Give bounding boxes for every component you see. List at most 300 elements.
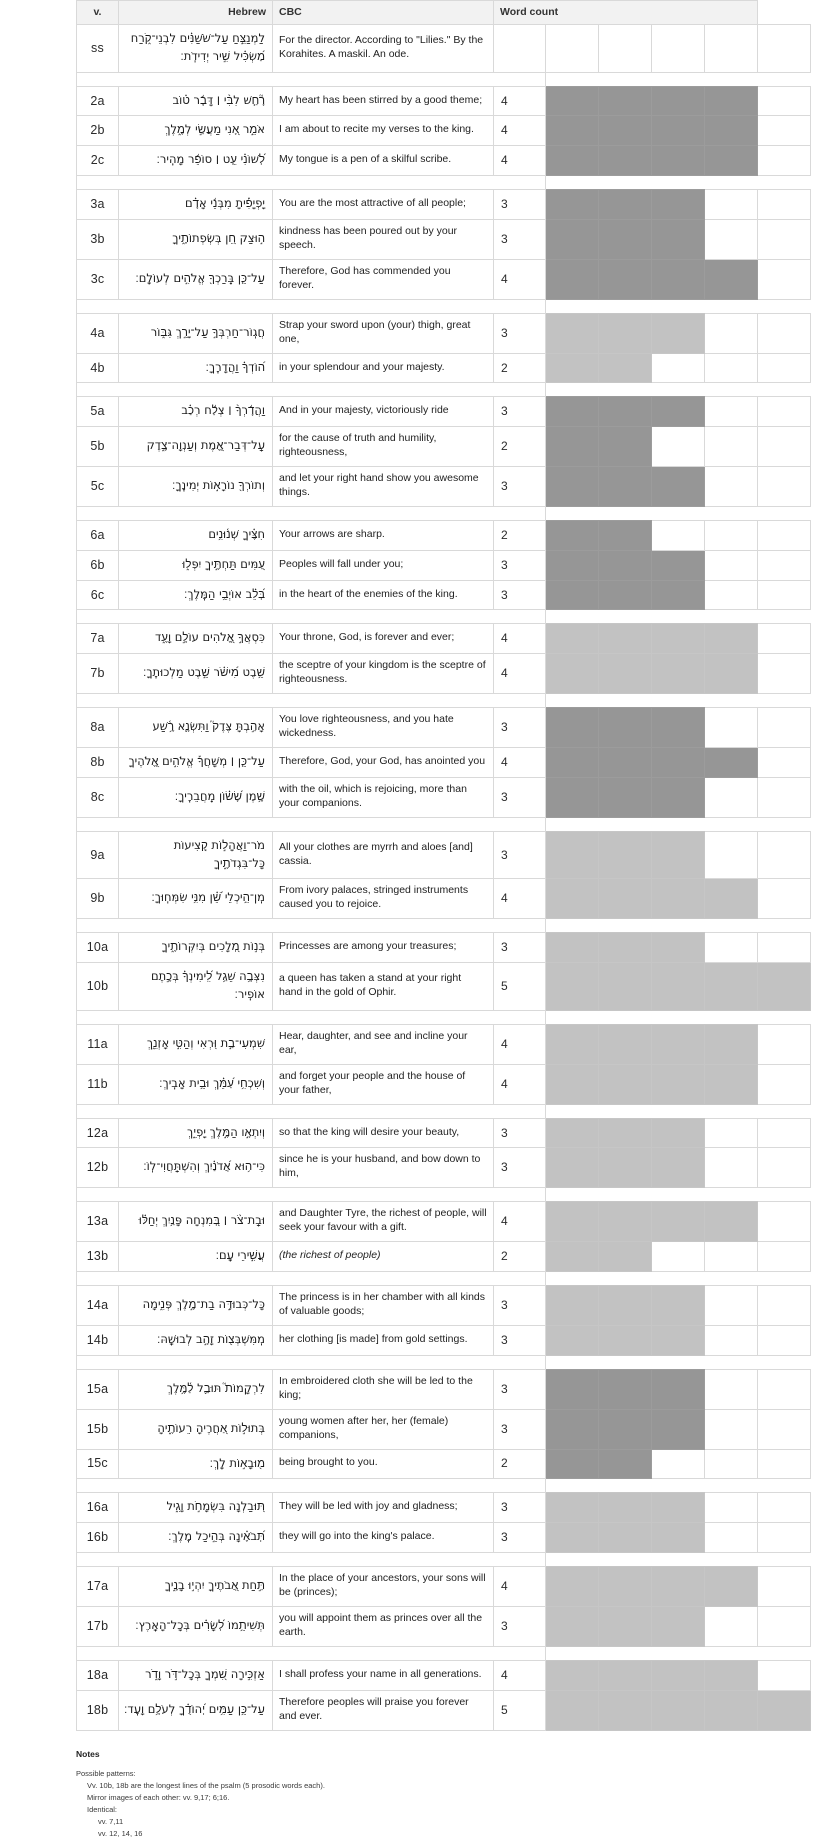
hebrew-text: בְּנ֣וֹת מְ֭לָכִים בְּיִקְּרוֹתֶ֑יךָ <box>119 933 273 963</box>
word-count-value: 3 <box>494 831 546 879</box>
word-count-bar-filled <box>599 1242 652 1272</box>
spacer-bar-cell <box>546 72 811 86</box>
hebrew-text: מִֽן־הֵ֥יכְלֵי שֵׁ֝֗ן מִנִּ֥י שִׂמְּחֽוּךָ׃ <box>119 879 273 919</box>
cbc-translation: For the director. According to "Lilies." By the Korahites. A maskil. An ode. <box>273 25 494 73</box>
table-row <box>77 397 811 427</box>
hebrew-text: אָהַ֣בְתָּ צֶּדֶק֮ וַתִּשְׂנָ֪א רֶ֥֫שַׁע <box>119 708 273 748</box>
spacer-cell <box>77 1646 546 1660</box>
word-count-bar-filled <box>546 146 599 176</box>
word-count-bar-filled <box>705 748 758 778</box>
cbc-translation: Your arrows are sharp. <box>273 521 494 551</box>
word-count-bar-empty <box>758 116 811 146</box>
hebrew-text: וְיִתְאָ֣ו הַמֶּ֣לֶךְ יָפְיֵ֑ךְ <box>119 1118 273 1148</box>
word-count-bar-empty <box>758 1202 811 1242</box>
word-count-bar-filled <box>652 1493 705 1523</box>
spacer-bar-cell <box>546 1188 811 1202</box>
group-spacer-row <box>77 694 811 708</box>
word-count-bar-filled <box>546 1449 599 1479</box>
word-count-bar-filled <box>599 963 652 1011</box>
word-count-bar-filled <box>652 1606 705 1646</box>
table-row <box>77 831 811 879</box>
word-count-bar-empty <box>758 1118 811 1148</box>
word-count-bar-empty <box>705 25 758 73</box>
word-count-bar-empty <box>546 25 599 73</box>
hebrew-text: בְּ֝לֵ֗ב אוֹיְבֵ֥י הַמֶּֽלֶךְ׃ <box>119 580 273 610</box>
word-count-bar-empty <box>758 313 811 353</box>
verse-label: 15c <box>77 1449 119 1479</box>
word-count-bar-empty <box>758 1024 811 1064</box>
table-row <box>77 624 811 654</box>
word-count-bar-empty <box>705 1118 758 1148</box>
word-count-bar-filled <box>546 580 599 610</box>
word-count-bar-empty <box>758 1242 811 1272</box>
word-count-bar-filled <box>546 654 599 694</box>
word-count-bar-filled <box>599 879 652 919</box>
word-count-bar-filled <box>546 748 599 778</box>
word-count-bar-empty <box>758 521 811 551</box>
word-count-bar-filled <box>705 654 758 694</box>
word-count-bar-filled <box>599 708 652 748</box>
word-count-bar-filled <box>546 1242 599 1272</box>
hebrew-text: מֹר־וַאֲהָל֣וֹת קְ֭צִיעוֹת כָּל־בִּגְדֹתֶ֑יךָ <box>119 831 273 879</box>
verse-label: 10a <box>77 933 119 963</box>
spacer-bar-cell <box>546 1272 811 1286</box>
cbc-translation: they will go into the king's palace. <box>273 1523 494 1553</box>
word-count-bar-empty <box>758 748 811 778</box>
cbc-translation: in the heart of the enemies of the king. <box>273 580 494 610</box>
hebrew-text: עַל־כֵּ֥ן עַמִּ֥ים יְ֝הוֹדֻ֗ךָ לְעֹלָ֥ם וָעֶֽד׃ <box>119 1690 273 1730</box>
notes-line: Mirror images of each other: vv. 9,17; 6;16. <box>87 1792 230 1802</box>
word-count-bar-filled <box>652 259 705 299</box>
word-count-bar-empty <box>758 1660 811 1690</box>
word-count-bar-empty <box>758 777 811 817</box>
word-count-bar-filled <box>599 116 652 146</box>
word-count-value: 3 <box>494 219 546 259</box>
word-count-bar-empty <box>705 1242 758 1272</box>
table-row <box>77 353 811 383</box>
word-count-bar-filled <box>705 1064 758 1104</box>
spacer-bar-cell <box>546 1355 811 1369</box>
table-row <box>77 1242 811 1272</box>
word-count-bar-filled <box>599 1567 652 1607</box>
word-count-bar-filled <box>546 831 599 879</box>
hebrew-text: תְּשִׁיתֵ֥מוֹ לְ֝שָׂרִ֗ים בְּכָל־הָאָֽרֶץ׃ <box>119 1606 273 1646</box>
word-count-bar-empty <box>758 831 811 879</box>
word-count-bar-filled <box>652 654 705 694</box>
table-row <box>77 1325 811 1355</box>
word-count-bar-filled <box>546 521 599 551</box>
word-count-bar-filled <box>652 146 705 176</box>
cbc-translation: In the place of your ancestors, your sons will be (princes); <box>273 1567 494 1607</box>
verse-label: 12a <box>77 1118 119 1148</box>
cbc-translation: From ivory palaces, stringed instruments caused you to rejoice. <box>273 879 494 919</box>
verse-label: 2b <box>77 116 119 146</box>
cbc-translation: Strap your sword upon (your) thigh, great one, <box>273 313 494 353</box>
spacer-cell <box>77 1355 546 1369</box>
group-spacer-row <box>77 1553 811 1567</box>
cbc-translation: Therefore peoples will praise you forever and ever. <box>273 1690 494 1730</box>
group-spacer-row <box>77 1646 811 1660</box>
word-count-bar-filled <box>705 1024 758 1064</box>
word-count-bar-filled <box>705 1202 758 1242</box>
word-count-bar-filled <box>546 86 599 116</box>
word-count-bar-filled <box>652 933 705 963</box>
word-count-bar-filled <box>599 521 652 551</box>
table-row <box>77 259 811 299</box>
spacer-cell <box>77 1553 546 1567</box>
word-count-bar-filled <box>546 1325 599 1355</box>
word-count-bar-empty <box>758 1325 811 1355</box>
table-row <box>77 219 811 259</box>
word-count-bar-empty <box>758 219 811 259</box>
group-spacer-row <box>77 299 811 313</box>
word-count-value: 4 <box>494 1024 546 1064</box>
verse-label: 14a <box>77 1286 119 1326</box>
verse-label: 14b <box>77 1325 119 1355</box>
verse-label: 18b <box>77 1690 119 1730</box>
word-count-bar-empty <box>758 397 811 427</box>
word-count-bar-empty <box>758 146 811 176</box>
cbc-translation: Peoples will fall under you; <box>273 550 494 580</box>
word-count-bar-empty <box>652 427 705 467</box>
verse-label: 7b <box>77 654 119 694</box>
word-count-bar-filled <box>652 1523 705 1553</box>
cbc-translation: You are the most attractive of all people; <box>273 190 494 220</box>
word-count-bar-empty <box>705 1493 758 1523</box>
word-count-bar-filled <box>599 1660 652 1690</box>
cbc-translation: kindness has been poured out by your speech. <box>273 219 494 259</box>
word-count-bar-filled <box>599 748 652 778</box>
word-count-bar-filled <box>652 1064 705 1104</box>
table-row <box>77 1690 811 1730</box>
cbc-translation: since he is your husband, and bow down to him, <box>273 1148 494 1188</box>
table-row <box>77 1660 811 1690</box>
hebrew-text: חֲגֽוֹר־חַרְבְּךָ֣ עַל־יָרֵ֣ךְ גִּבּ֑וֹר <box>119 313 273 353</box>
word-count-bar-empty <box>705 219 758 259</box>
word-count-value: 4 <box>494 116 546 146</box>
word-count-bar-filled <box>652 1660 705 1690</box>
word-count-bar-filled <box>599 1286 652 1326</box>
cbc-translation: I am about to recite my verses to the king. <box>273 116 494 146</box>
word-count-bar-empty <box>705 397 758 427</box>
spacer-bar-cell <box>546 817 811 831</box>
word-count-bar-empty <box>758 25 811 73</box>
word-count-bar-filled <box>652 190 705 220</box>
word-count-bar-empty <box>758 933 811 963</box>
word-count-value: 3 <box>494 313 546 353</box>
word-count-bar-filled <box>599 397 652 427</box>
verse-label: 8b <box>77 748 119 778</box>
table-row <box>77 313 811 353</box>
word-count-bar-filled <box>652 1325 705 1355</box>
word-count-bar-filled <box>546 219 599 259</box>
word-count-bar-filled <box>599 1493 652 1523</box>
word-count-value: 3 <box>494 1606 546 1646</box>
hebrew-text: וּבַֽת־צֹ֨ר ׀ בְּ֭מִנְחָה פָּנַ֥יִךְ יְחַלּ֗וּ <box>119 1202 273 1242</box>
verse-label: 3c <box>77 259 119 299</box>
word-count-bar-empty <box>758 259 811 299</box>
word-count-bar-filled <box>546 427 599 467</box>
word-count-bar-empty <box>758 1148 811 1188</box>
word-count-bar-filled <box>599 654 652 694</box>
word-count-bar-filled <box>652 1024 705 1064</box>
word-count-value: 4 <box>494 146 546 176</box>
word-count-bar-filled <box>599 313 652 353</box>
word-count-bar-filled <box>599 1148 652 1188</box>
verse-label: 17a <box>77 1567 119 1607</box>
hebrew-text: ה֣וּצַק חֵ֭ן בְּשְׂפְתוֹתֶ֑יךָ <box>119 219 273 259</box>
spacer-bar-cell <box>546 1104 811 1118</box>
word-count-bar-filled <box>546 624 599 654</box>
spacer-cell <box>77 176 546 190</box>
spacer-cell <box>77 1104 546 1118</box>
hebrew-text: לְ֝שׁוֹנִ֗י עֵ֤ט ׀ סוֹפֵ֬ר מָהִֽיר׃ <box>119 146 273 176</box>
table-row <box>77 963 811 1011</box>
word-count-bar-empty <box>758 1409 811 1449</box>
table-row <box>77 1409 811 1449</box>
word-count-value: 4 <box>494 1567 546 1607</box>
psalm-prosody-table <box>76 0 811 1731</box>
table-row <box>77 708 811 748</box>
word-count-bar-empty <box>705 190 758 220</box>
word-count-bar-empty <box>758 1286 811 1326</box>
word-count-bar-filled <box>705 1690 758 1730</box>
word-count-bar-filled <box>652 624 705 654</box>
word-count-bar-empty <box>705 1449 758 1479</box>
spacer-cell <box>77 383 546 397</box>
cbc-translation: My heart has been stirred by a good theme; <box>273 86 494 116</box>
table-row <box>77 1567 811 1607</box>
hebrew-text: אַזְכִּ֣ירָה שִׁ֭מְךָ בְּכָל־דֹּ֣ר וָדֹ֑ר <box>119 1660 273 1690</box>
table-row <box>77 1064 811 1104</box>
word-count-bar-filled <box>652 116 705 146</box>
spacer-cell <box>77 507 546 521</box>
word-count-bar-filled <box>652 748 705 778</box>
header-hebrew: Hebrew <box>119 1 273 25</box>
cbc-translation: They will be led with joy and gladness; <box>273 1493 494 1523</box>
spacer-bar-cell <box>546 1646 811 1660</box>
word-count-bar-filled <box>758 1690 811 1730</box>
word-count-bar-empty <box>705 777 758 817</box>
verse-label: 4a <box>77 313 119 353</box>
spacer-bar-cell <box>546 1479 811 1493</box>
table-row <box>77 580 811 610</box>
spacer-cell <box>77 1188 546 1202</box>
word-count-bar-empty <box>758 467 811 507</box>
spacer-cell <box>77 1272 546 1286</box>
word-count-bar-empty <box>652 1242 705 1272</box>
table-row <box>77 427 811 467</box>
cbc-translation: for the cause of truth and humility, righteousness, <box>273 427 494 467</box>
spacer-cell <box>77 299 546 313</box>
word-count-bar-filled <box>599 467 652 507</box>
word-count-bar-filled <box>546 1493 599 1523</box>
word-count-bar-filled <box>546 397 599 427</box>
hebrew-text: וַהֲדָ֬רְךָ֨ ׀ צְלַ֬ח רְכַ֗ב <box>119 397 273 427</box>
notes-line: vv. 12, 14, 16 <box>98 1829 143 1839</box>
hebrew-text: תַּ֣חַת אֲ֭בֹתֶיךָ יִהְי֣וּ בָנֶ֑יךָ <box>119 1567 273 1607</box>
word-count-bar-filled <box>599 933 652 963</box>
word-count-bar-empty <box>758 1523 811 1553</box>
word-count-bar-filled <box>546 313 599 353</box>
spacer-cell <box>77 1010 546 1024</box>
table-row <box>77 1286 811 1326</box>
cbc-translation-italic: (the richest of people) <box>279 1249 381 1262</box>
spacer-bar-cell <box>546 694 811 708</box>
cbc-translation: In embroidered cloth she will be led to the king; <box>273 1369 494 1409</box>
verse-label: 17b <box>77 1606 119 1646</box>
hebrew-text: עֲשִׁ֣ירֵי עָֽם׃ <box>119 1242 273 1272</box>
hebrew-text: כִּי־ה֥וּא אֲ֝דֹנַ֗יִךְ וְהִשְׁתַּֽחֲוִי־לֽוֹ׃ <box>119 1148 273 1188</box>
hebrew-text: עַ֭מִּים תַּחְתֶּ֣יךָ יִפְּל֑וּ <box>119 550 273 580</box>
table-row <box>77 146 811 176</box>
word-count-bar-empty <box>758 190 811 220</box>
word-count-bar-filled <box>705 624 758 654</box>
table-row <box>77 467 811 507</box>
verse-label: 11a <box>77 1024 119 1064</box>
verse-label: 7a <box>77 624 119 654</box>
hebrew-text: לַמְנַצֵּ֣חַ עַל־שֹׁשַׁנִּ֗ים לִבְנֵי־קֹ֑רַח מַ֝שְׂכִּ֗יל שִׁ֣יר יְדִידֹֽת׃ <box>119 25 273 73</box>
table-header <box>77 1 811 25</box>
word-count-value: 3 <box>494 1523 546 1553</box>
hebrew-text: וְשִׁכְחִ֥י עַ֝מֵּ֗ךְ וּבֵ֥ית אָבִֽיךְ׃ <box>119 1064 273 1104</box>
table-row <box>77 933 811 963</box>
group-spacer-row <box>77 1104 811 1118</box>
hebrew-text: ה֝וֹדְךָ֗ וַהֲדָרֶֽךָ׃ <box>119 353 273 383</box>
cbc-translation: You love righteousness, and you hate wickedness. <box>273 708 494 748</box>
word-count-bar-empty <box>705 353 758 383</box>
word-count-bar-filled <box>705 86 758 116</box>
word-count-value: 3 <box>494 397 546 427</box>
word-count-bar-empty <box>652 521 705 551</box>
cbc-translation: Therefore, God has commended you forever. <box>273 259 494 299</box>
group-spacer-row <box>77 1355 811 1369</box>
verse-label: 2c <box>77 146 119 176</box>
word-count-bar-empty <box>758 879 811 919</box>
table-row <box>77 748 811 778</box>
word-count-bar-empty <box>758 1369 811 1409</box>
cbc-translation: Princesses are among your treasures; <box>273 933 494 963</box>
word-count-value: 4 <box>494 259 546 299</box>
verse-label: 13b <box>77 1242 119 1272</box>
hebrew-text: תּ֭וּבַלְנָה בִּשְׂמָחֹ֣ת וָגִ֑יל <box>119 1493 273 1523</box>
table-row <box>77 116 811 146</box>
word-count-bar-empty <box>758 550 811 580</box>
verse-label: 18a <box>77 1660 119 1690</box>
word-count-bar-filled <box>599 1202 652 1242</box>
spacer-bar-cell <box>546 383 811 397</box>
word-count-value: 4 <box>494 654 546 694</box>
word-count-bar-empty <box>758 1493 811 1523</box>
word-count-bar-empty <box>758 1567 811 1607</box>
word-count-bar-filled <box>599 1606 652 1646</box>
word-count-bar-filled <box>652 777 705 817</box>
word-count-bar-filled <box>546 933 599 963</box>
word-count-bar-filled <box>652 467 705 507</box>
hebrew-text: שִׁמְעִי־בַ֣ת וּ֭רְאִי וְהַטִּ֣י אָזְנֵ֑ךְ <box>119 1024 273 1064</box>
word-count-bar-filled <box>599 353 652 383</box>
word-count-value: 2 <box>494 427 546 467</box>
verse-label: 5c <box>77 467 119 507</box>
verse-label: 16a <box>77 1493 119 1523</box>
cbc-translation: in your splendour and your majesty. <box>273 353 494 383</box>
table-row <box>77 1449 811 1479</box>
word-count-bar-filled <box>546 963 599 1011</box>
word-count-value: 4 <box>494 86 546 116</box>
word-count-value: 3 <box>494 190 546 220</box>
cbc-translation: Your throne, God, is forever and ever; <box>273 624 494 654</box>
group-spacer-row <box>77 817 811 831</box>
hebrew-text: לִרְקָמוֹת֮ תּוּבַ֪ל לַ֫מֶּ֥לֶךְ <box>119 1369 273 1409</box>
word-count-value: 2 <box>494 1449 546 1479</box>
verse-label: 13a <box>77 1202 119 1242</box>
hebrew-text: אֹמֵ֣ר אָ֭נִי מַעֲשַׂ֣י לְמֶ֑לֶךְ <box>119 116 273 146</box>
word-count-bar-filled <box>652 1567 705 1607</box>
notes-line: Possible patterns: <box>76 1768 136 1778</box>
table-row <box>77 1369 811 1409</box>
word-count-bar-filled <box>546 259 599 299</box>
word-count-bar-filled <box>705 879 758 919</box>
word-count-value: 3 <box>494 1325 546 1355</box>
table-row <box>77 25 811 73</box>
verse-label: 6a <box>77 521 119 551</box>
word-count-bar-filled <box>652 580 705 610</box>
word-count-bar-filled <box>758 963 811 1011</box>
notes-body <box>76 1768 776 1840</box>
word-count-bar-empty <box>758 580 811 610</box>
word-count-value: 5 <box>494 1690 546 1730</box>
word-count-bar-filled <box>599 219 652 259</box>
word-count-bar-empty <box>758 708 811 748</box>
word-count-value: 4 <box>494 1202 546 1242</box>
word-count-bar-filled <box>546 879 599 919</box>
notes-line: Vv. 10b, 18b are the longest lines of the psalm (5 prosodic words each). <box>87 1780 325 1790</box>
verse-label: 8a <box>77 708 119 748</box>
spacer-bar-cell <box>546 1010 811 1024</box>
word-count-bar-filled <box>705 963 758 1011</box>
verse-label: 6b <box>77 550 119 580</box>
cbc-translation: young women after her, her (female) companions, <box>273 1409 494 1449</box>
word-count-value: 3 <box>494 1493 546 1523</box>
word-count-bar-empty <box>705 467 758 507</box>
verse-label: 5b <box>77 427 119 467</box>
word-count-bar-filled <box>599 1369 652 1409</box>
word-count-value: 3 <box>494 550 546 580</box>
spacer-bar-cell <box>546 176 811 190</box>
word-count-bar-filled <box>599 427 652 467</box>
spacer-cell <box>77 610 546 624</box>
word-count-bar-filled <box>652 831 705 879</box>
word-count-bar-filled <box>599 777 652 817</box>
word-count-bar-filled <box>705 1660 758 1690</box>
group-spacer-row <box>77 1188 811 1202</box>
hebrew-text: מִֽמִּשְׁבְּצ֖וֹת זָהָ֣ב לְבוּשָֽׁהּ׃ <box>119 1325 273 1355</box>
word-count-value <box>494 25 546 73</box>
word-count-bar-filled <box>546 1523 599 1553</box>
word-count-bar-filled <box>599 1409 652 1449</box>
word-count-bar-filled <box>652 963 705 1011</box>
word-count-bar-filled <box>546 1064 599 1104</box>
word-count-bar-empty <box>705 708 758 748</box>
word-count-bar-empty <box>705 1325 758 1355</box>
hebrew-text: כִּסְאֲךָ֣ אֱ֭לֹהִים עוֹלָ֣ם וָעֶ֑ד <box>119 624 273 654</box>
word-count-bar-filled <box>652 86 705 116</box>
notes-line: Identical: <box>87 1804 118 1814</box>
word-count-bar-filled <box>599 831 652 879</box>
word-count-value: 4 <box>494 1660 546 1690</box>
spacer-bar-cell <box>546 507 811 521</box>
verse-label: 15b <box>77 1409 119 1449</box>
